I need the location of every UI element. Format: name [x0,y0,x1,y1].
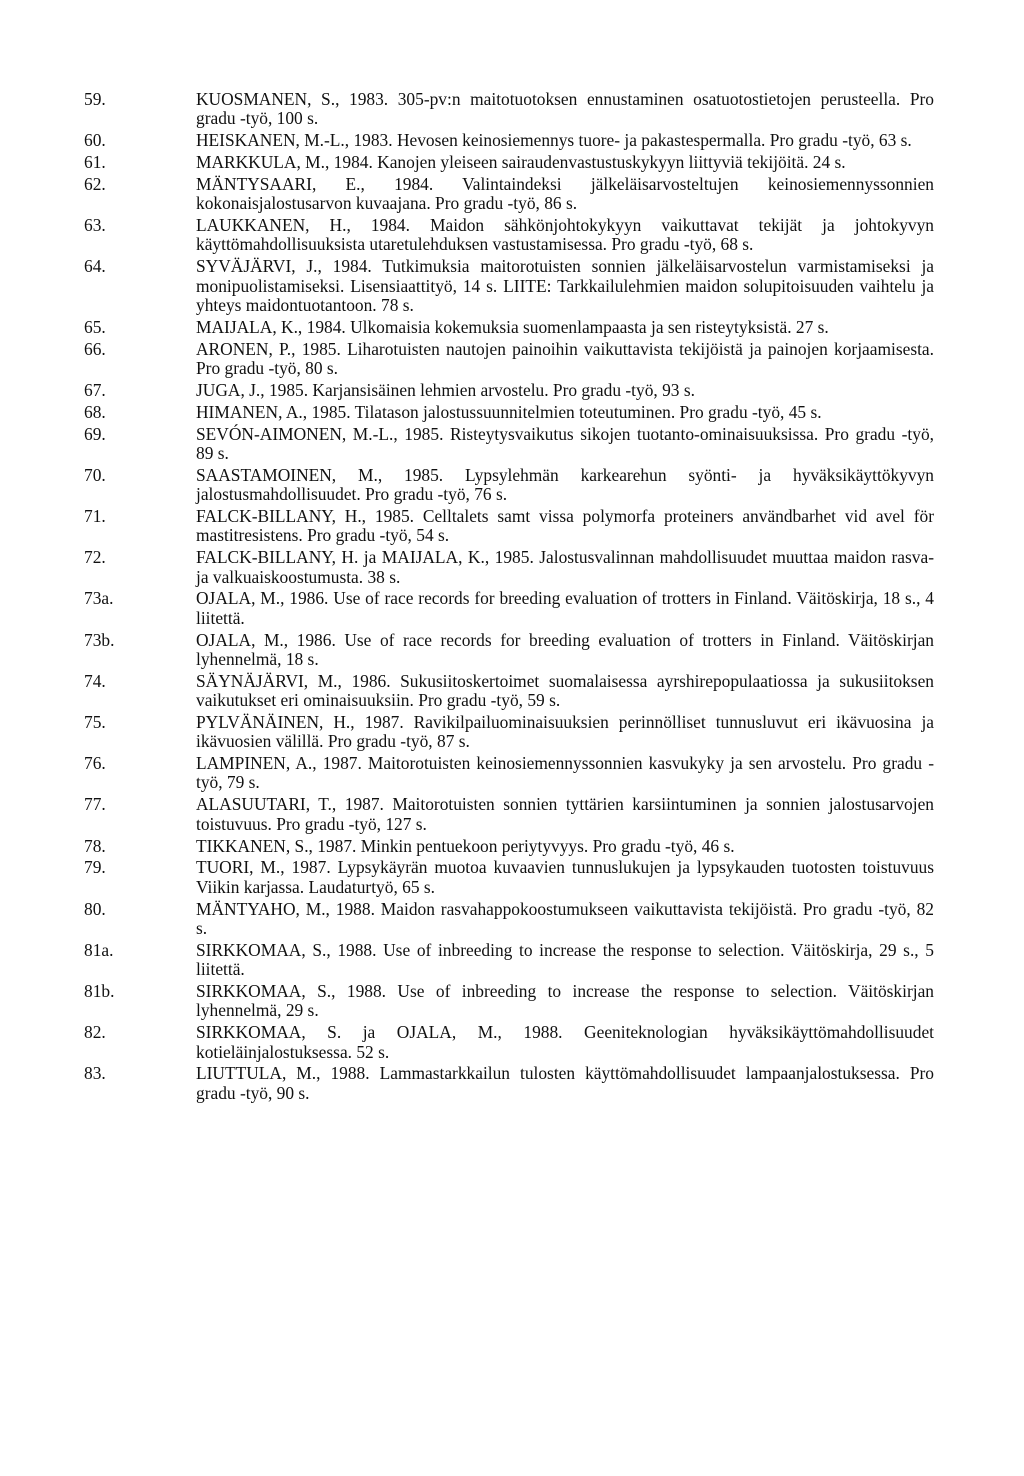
entry-text: HIMANEN, A., 1985. Tilatason jalostussuunnitelmien toteutuminen. Pro gradu -työ, 45 s. [196,401,822,422]
entry-text: PYLVÄNÄINEN, H., 1987. Ravikilpailuominaisuuksien perinnölliset tunnusluvut eri ikävuosina ja ikävuosien välillä. Pro gradu -työ, 87 s. [196,712,934,752]
entry-number: 74. [84,670,106,691]
entry-number: 61. [84,152,106,173]
list-item [84,631,934,670]
entry-text: MÄNTYSAARI, E., 1984. Valintaindeksi jälkeläisarvosteltujen keinosiemennyssonnien kokonaisjalostusarvon kuvaajana. Pro gradu -työ, 86 s. [196,173,934,214]
entry-text: SEVÓN-AIMONEN, M.-L., 1985. Risteytysvaikutus sikojen tuotanto-ominaisuuksissa. Pro gradu -työ, 89 s. [196,423,934,463]
entry-number: 78. [84,835,106,856]
entry-text: JUGA, J., 1985. Karjansisäinen lehmien arvostelu. Pro gradu -työ, 93 s. [196,379,695,400]
entry-text: SIRKKOMAA, S., 1988. Use of inbreeding to increase the response to selection. Väitöskirja, 29 s., 5 liitettä. [196,939,934,980]
list-item [84,589,934,628]
list-item [84,153,934,172]
entry-text: MÄNTYAHO, M., 1988. Maidon rasvahappokoostumukseen vaikuttavista tekijöistä. Pro gradu -työ, 82 s. [196,898,934,938]
publication-list [84,90,934,1106]
entry-number: 73b. [84,629,115,650]
entry-number: 68. [84,401,106,422]
entry-number: 71. [84,506,106,527]
entry-number: 67. [84,379,106,400]
entry-number: 64. [84,256,106,277]
list-item [84,941,934,980]
entry-text: OJALA, M., 1986. Use of race records for breeding evaluation of trotters in Finland. Väitöskirja, 18 s., 4 liitettä. [196,588,934,628]
entry-number: 76. [84,753,106,774]
list-item [84,403,934,422]
entry-text: KUOSMANEN, S., 1983. 305-pv:n maitotuotoksen ennustaminen osatuotostietojen perusteella. Pro gradu -työ, 100 s. [196,89,934,129]
entry-number: 70. [84,464,106,485]
entry-text: SAASTAMOINEN, M., 1985. Lypsylehmän karkearehun syönti- ja hyväksikäyttökyvyn jalostusmahdollisuudet. Pro gradu -työ, 76 s. [196,464,934,505]
entry-number: 65. [84,316,106,337]
list-item [84,466,934,505]
entry-number: 82. [84,1022,106,1043]
list-item [84,672,934,711]
entry-number: 62. [84,173,106,194]
entry-text: LAUKKANEN, H., 1984. Maidon sähkönjohtokykyyn vaikuttavat tekijät ja johtokyvyn käyttömahdollisuuksista utaretulehduksen vastustamisessa. Pro gradu -työ, 68 s. [196,215,934,255]
list-item [84,982,934,1021]
entry-text: SYVÄJÄRVI, J., 1984. Tutkimuksia maitorotuisten sonnien jälkeläisarvostelun varmistamiseksi ja monipuolistamiseksi. Lisensiaattityö, 14 s. LIITE: Tarkkailulehmien maidon solupitoisuuden vaihtelu ja yhteys maidontuotantoon. 78 s. [196,256,934,315]
entry-text: TUORI, M., 1987. Lypsykäyrän muotoa kuvaavien tunnuslukujen ja lypsykauden tuotosten toistuvuus Viikin karjassa. Laudaturtyö, 65 s. [196,857,934,897]
entry-text: SIRKKOMAA, S., 1988. Use of inbreeding to increase the response to selection. Väitöskirjan lyhennelmä, 29 s. [196,981,934,1021]
entry-number: 63. [84,215,106,236]
list-item [84,216,934,255]
list-item [84,900,934,939]
entry-number: 72. [84,547,106,568]
entry-number: 73a. [84,588,114,609]
entry-number: 59. [84,89,106,109]
entry-text: ARONEN, P., 1985. Liharotuisten nautojen painoihin vaikuttavista tekijöistä ja painojen korjaamisesta. Pro gradu -työ, 80 s. [196,338,934,379]
entry-text: TIKKANEN, S., 1987. Minkin pentuekoon periytyvyys. Pro gradu -työ, 46 s. [196,835,735,856]
list-item [84,381,934,400]
list-item [84,858,934,897]
list-item [84,507,934,546]
entry-text: SÄYNÄJÄRVI, M., 1986. Sukusiitoskertoimet suomalaisessa ayrshirepopulaatiossa ja sukusiitoksen vaikutukset eri ominaisuuksiin. Pro gradu -työ, 59 s. [196,670,934,711]
entry-number: 66. [84,338,106,359]
list-item [84,257,934,315]
entry-text: FALCK-BILLANY, H. ja MAIJALA, K., 1985. Jalostusvalinnan mahdollisuudet muuttaa maidon rasva- ja valkuaiskoostumusta. 38 s. [196,547,934,587]
entry-text: LIUTTULA, M., 1988. Lammastarkkailun tulosten käyttömahdollisuudet lampaanjalostuksessa. Pro gradu -työ, 90 s. [196,1063,934,1103]
entry-number: 81b. [84,981,115,1002]
list-item [84,754,934,793]
list-item [84,340,934,379]
entry-text: HEISKANEN, M.-L., 1983. Hevosen keinosiemennys tuore- ja pakastespermalla. Pro gradu -työ, 63 s. [196,130,912,151]
list-item [84,548,934,587]
entry-number: 81a. [84,939,114,960]
entry-text: FALCK-BILLANY, H., 1985. Celltalets samt vissa polymorfa proteiners användbarhet vid avel för mastitresistens. Pro gradu -työ, 54 s. [196,506,934,546]
list-item [84,175,934,214]
entry-text: MARKKULA, M., 1984. Kanojen yleiseen sairaudenvastustuskykyyn liittyviä tekijöitä. 24 s. [196,152,846,173]
list-item [84,318,934,337]
list-item [84,795,934,834]
list-item [84,425,934,464]
entry-number: 83. [84,1063,106,1084]
entry-text: OJALA, M., 1986. Use of race records for breeding evaluation of trotters in Finland. Väitöskirjan lyhennelmä, 18 s. [196,629,934,669]
list-item [84,837,934,856]
list-item [84,1064,934,1103]
list-item [84,1023,934,1062]
entry-number: 69. [84,423,106,444]
entry-text: SIRKKOMAA, S. ja OJALA, M., 1988. Geeniteknologian hyväksikäyttömahdollisuudet kotieläinjalostuksessa. 52 s. [196,1022,934,1062]
entry-text: ALASUUTARI, T., 1987. Maitorotuisten sonnien tyttärien karsiintuminen ja sonnien jalostusarvojen toistuvuus. Pro gradu -työ, 127 s. [196,794,934,834]
entry-number: 60. [84,130,106,151]
entry-text: LAMPINEN, A., 1987. Maitorotuisten keinosiemennyssonnien kasvukyky ja sen arvostelu. Pro gradu -työ, 79 s. [196,753,934,793]
list-item [84,713,934,752]
entry-number: 79. [84,857,106,878]
list-item [84,90,934,129]
entry-text: MAIJALA, K., 1984. Ulkomaisia kokemuksia suomenlampaasta ja sen risteytyksistä. 27 s. [196,316,829,337]
entry-number: 75. [84,712,106,732]
entry-number: 80. [84,898,106,919]
list-item [84,131,934,150]
entry-number: 77. [84,794,106,815]
